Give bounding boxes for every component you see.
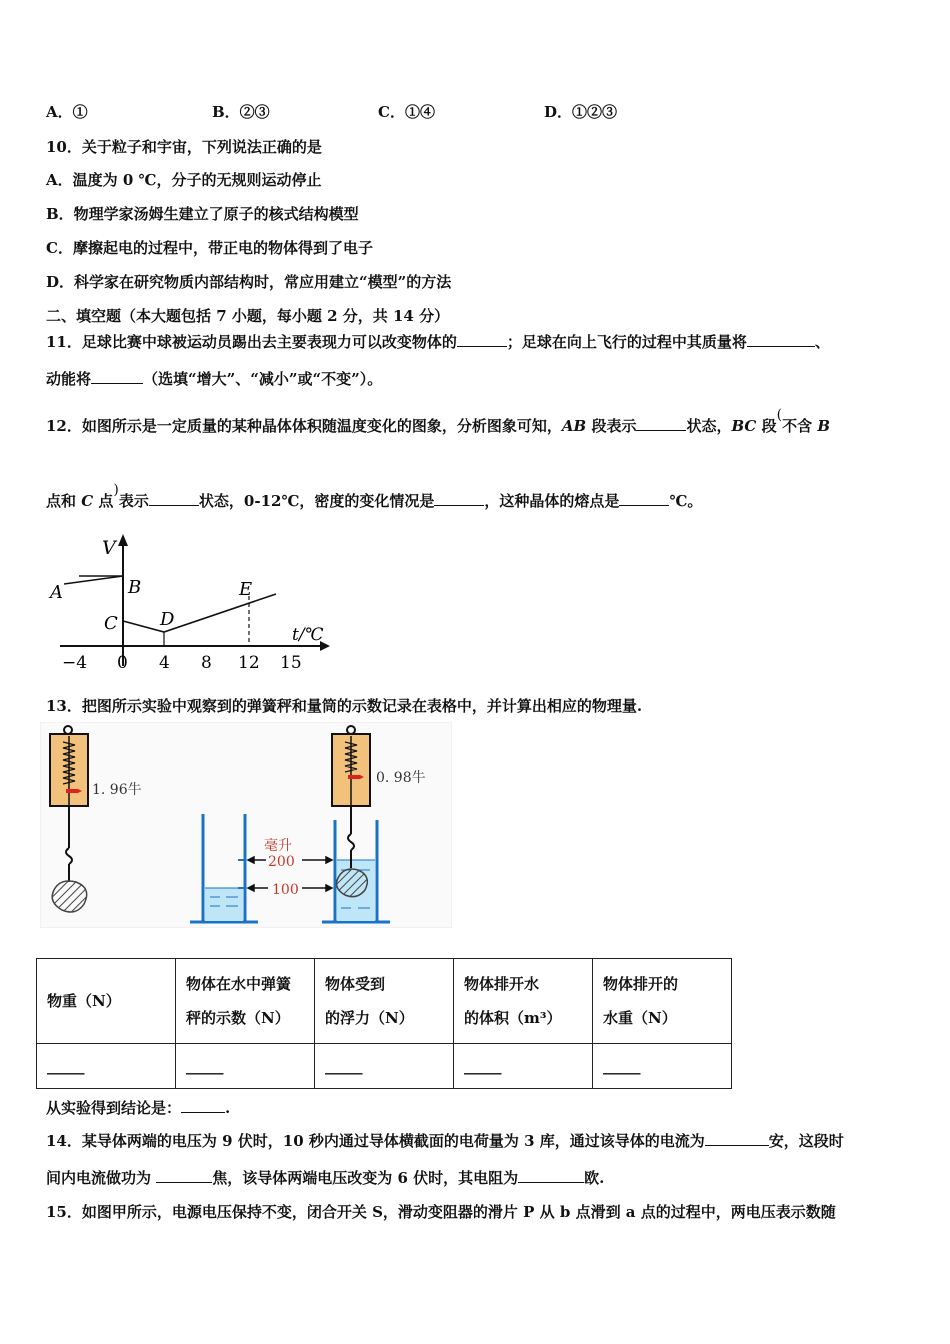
reading-in-water: 0. 98牛 — [376, 770, 426, 786]
blank[interactable] — [149, 491, 199, 506]
point-label-e: E — [239, 579, 253, 600]
v-axis-arrow — [118, 534, 128, 546]
q11-line1: 11．足球比赛中球被运动员踢出去主要表现力可以改变物体的 ；足球在向上飞行的过程中其质量将 、 — [46, 333, 830, 351]
blank[interactable] — [619, 491, 669, 506]
table-cell[interactable]: _____ — [454, 1044, 593, 1089]
point-label-b: B — [128, 577, 142, 598]
option-d: D．①②③ — [544, 103, 618, 121]
q15-stem: 15．如图甲所示，电源电压保持不变，闭合开关 S，滑动变阻器的滑片 P 从 b 点滑到 a 点的过程中，两电压表示数随 — [46, 1203, 836, 1221]
q10-option-c: C．摩擦起电的过程中，带正电的物体得到了电子 — [46, 239, 373, 257]
q11-line2: 动能将 （选填“增大”、“减小”或“不变”）。 — [46, 370, 383, 388]
q14-line2: 间内电流做功为 焦，该导体两端电压改变为 6 伏时，其电阻为 欧. — [46, 1169, 605, 1187]
q10-stem: 10．关于粒子和宇宙，下列说法正确的是 — [46, 138, 322, 156]
data-table — [36, 958, 732, 1089]
tick-label: 15 — [280, 653, 302, 673]
q12-line2: 点和 C 点)表示 状态，0-12℃，密度的变化情况是 ，这种晶体的熔点是 ℃。 — [46, 482, 703, 510]
blank[interactable] — [518, 1168, 584, 1183]
blank[interactable] — [156, 1168, 212, 1183]
table-cell[interactable]: _____ — [176, 1044, 315, 1089]
mark-100-label: 100 — [272, 882, 299, 898]
volume-unit-label: 毫升 — [264, 838, 292, 854]
tick-label: −4 — [62, 653, 88, 673]
header-buoyant-force: 物体受到 的浮力（N） — [315, 959, 454, 1044]
v-axis-label: V — [102, 537, 116, 559]
section-heading: 二、填空题（本大题包括 7 小题，每小题 2 分，共 14 分） — [46, 307, 450, 325]
point-label-c: C — [104, 613, 118, 634]
t-axis-label: t/℃ — [292, 625, 324, 645]
header-scale-reading: 物体在水中弹簧 秤的示数（N） — [176, 959, 315, 1044]
table-cell[interactable]: _____ — [315, 1044, 454, 1089]
blank[interactable] — [457, 332, 507, 347]
tick-label: 8 — [201, 653, 212, 673]
header-weight: 物重（N） — [37, 959, 176, 1044]
table-cell[interactable]: _____ — [37, 1044, 176, 1089]
tick-label: 4 — [159, 653, 170, 673]
blank[interactable] — [636, 416, 686, 431]
q12-line1: 12．如图所示是一定质量的某种晶体体积随温度变化的图象，分析图象可知，AB 段表示 状态，BC 段(不含 B — [46, 407, 830, 435]
point-label-a: A — [50, 582, 63, 603]
spring-scale-experiment-figure — [40, 722, 452, 928]
option-c: C．①④ — [378, 103, 435, 121]
q13-stem: 13．把图所示实验中观察到的弹簧秤和量筒的示数记录在表格中，并计算出相应的物理量. — [46, 697, 643, 715]
point-label-d: D — [160, 609, 175, 630]
reading-in-air: 1. 96牛 — [92, 782, 142, 798]
tick-label: 0 — [117, 653, 128, 673]
blank[interactable] — [705, 1131, 769, 1146]
q10-option-a: A．温度为 0 ℃，分子的无规则运动停止 — [46, 171, 322, 189]
option-b: B．②③ — [212, 103, 270, 121]
mark-200-label: 200 — [268, 854, 295, 870]
volume-temperature-graph — [40, 528, 340, 678]
q13-conclusion: 从实验得到结论是： . — [46, 1099, 231, 1117]
header-displaced-weight: 物体排开的 水重（N） — [593, 959, 732, 1044]
q10-option-d: D．科学家在研究物质内部结构时，常应用建立“模型”的方法 — [46, 273, 452, 291]
tick-label: 12 — [238, 653, 260, 673]
table-cell[interactable]: _____ — [593, 1044, 732, 1089]
blank[interactable] — [91, 369, 143, 384]
blank[interactable] — [434, 491, 484, 506]
q10-option-b: B．物理学家汤姆生建立了原子的核式结构模型 — [46, 205, 359, 223]
option-a: A．① — [46, 103, 88, 121]
blank[interactable] — [747, 332, 815, 347]
blank[interactable] — [181, 1098, 225, 1113]
q14-line1: 14．某导体两端的电压为 9 伏时，10 秒内通过导体横截面的电荷量为 3 库，通过该导体的电流为 安，这段时 — [46, 1132, 844, 1150]
q9-options — [46, 102, 617, 122]
header-displaced-volume: 物体排开水 的体积（m³） — [454, 959, 593, 1044]
